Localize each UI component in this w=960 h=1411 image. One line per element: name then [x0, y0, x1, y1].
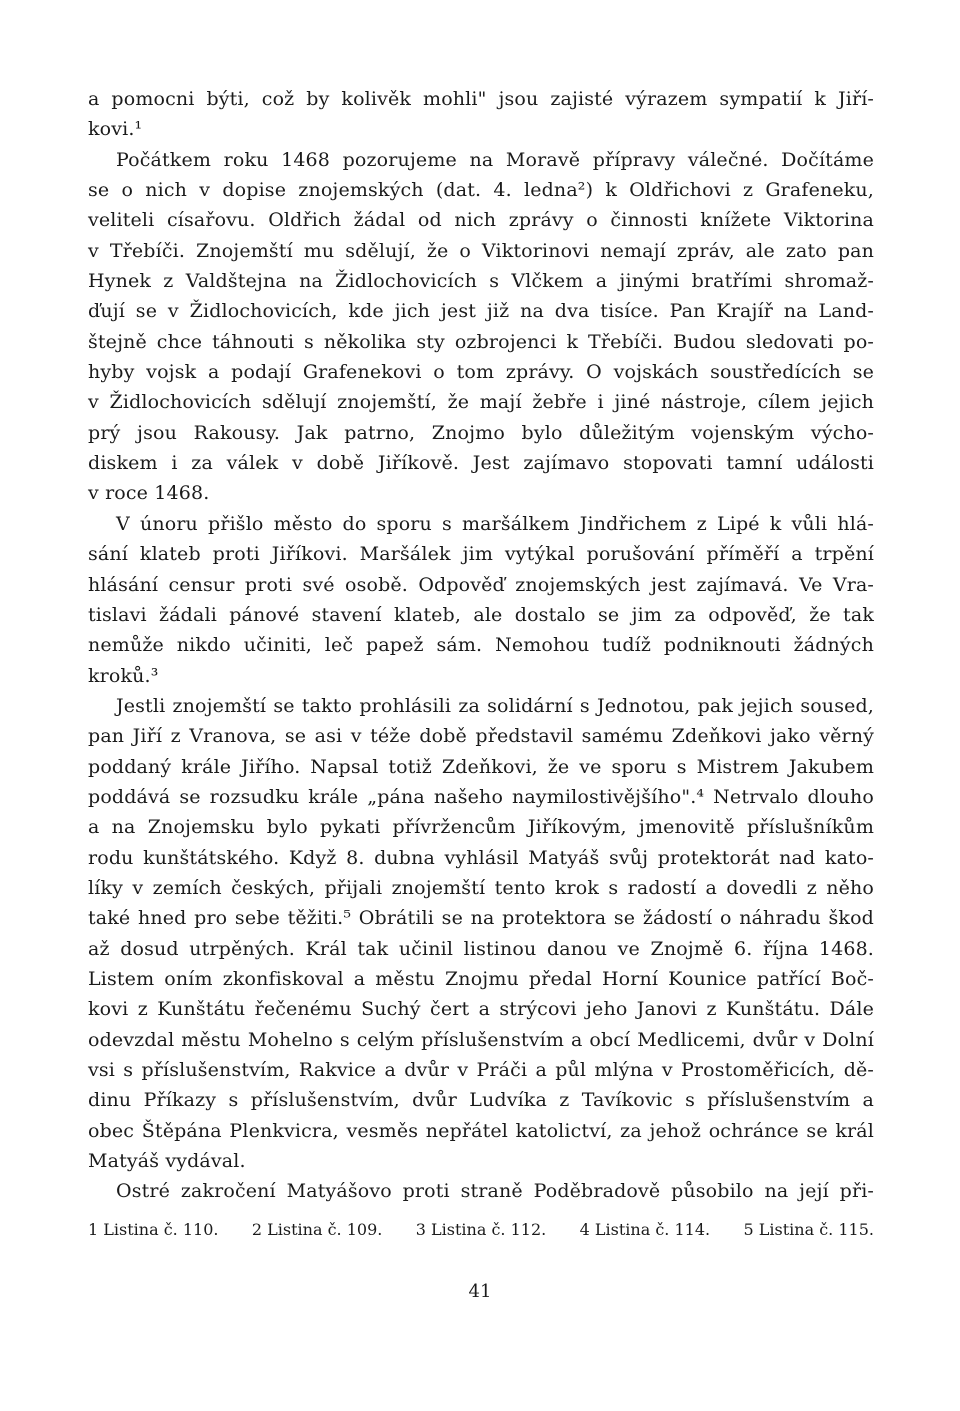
text-line: veliteli císařovu. Oldřich žádal od nich zprávy o činnosti knížete Viktorina [88, 209, 874, 232]
footnote-5: 5 Listina č. 115. [743, 1220, 874, 1239]
paragraph-5 [88, 1176, 874, 1206]
text-line: se o nich v dopise znojemských (dat. 4. ledna²) k Oldřichovi z Grafeneku, [88, 179, 874, 202]
text-line: a pomocni býti, což by kolivěk mohli" jsou zajisté výrazem sympatií k Jiří- [88, 88, 874, 110]
text-line: Listem oním zkonfiskoval a městu Znojmu předal Horní Kounice patřící Boč- [88, 967, 874, 990]
text-line: kroků.³ [88, 664, 159, 687]
paragraph-1 [88, 84, 874, 145]
text-line: Matyáš vydával. [88, 1150, 246, 1173]
paragraph-4 [88, 691, 874, 1177]
footnote-2: 2 Listina č. 109. [251, 1220, 383, 1239]
text-line: hlásání censur proti své osobě. Odpověď znojemských jest zajímavá. Ve Vra- [88, 573, 874, 596]
text-line: Hynek z Valdštejna na Židlochovicích s Vlčkem a jinými bratřími shromaž- [88, 270, 874, 293]
text-line: v roce 1468. [88, 482, 210, 505]
text-line: odevzdal městu Mohelno s celým příslušenstvím a obcí Medlicemi, dvůr v Dolní [88, 1028, 874, 1051]
text-line: poddaný krále Jiřího. Napsal totiž Zdeňkovi, že ve sporu s Mistrem Jakubem [88, 755, 874, 778]
footnotes [88, 1218, 874, 1242]
text-line: hyby vojsk a podají Grafenekovi o tom zprávy. O vojskách soustředících se [88, 361, 874, 384]
text-line: diskem i za válek v době Jiříkově. Jest zajímavo stopovati tamní události [88, 452, 874, 475]
footnote-1: 1 Listina č. 110. [88, 1220, 219, 1239]
body-text [88, 84, 874, 1207]
paragraph-3 [88, 509, 874, 691]
text-line: až dosud utrpěných. Král tak učinil listinou danou ve Znojmě 6. října 1468. [88, 937, 874, 960]
text-line: obec Štěpána Plenkvicra, vesměs nepřátel katolictví, za jehož ochránce se král [88, 1119, 874, 1142]
text-line: Ostré zakročení Matyášovo proti straně Poděbradově působilo na její při- [116, 1180, 874, 1203]
text-line: líky v zemích českých, přijali znojemští tento krok s radostí a dovedli z něho [88, 876, 874, 899]
text-line: nemůže nikdo učiniti, leč papež sám. Nemohou tudíž podniknouti žádných [88, 634, 874, 657]
text-line: kovi z Kunštátu řečenému Suchý čert a strýcovi jeho Janovi z Kunštátu. Dále [88, 998, 874, 1021]
page-number: 41 [468, 1281, 492, 1302]
text-line: také hned pro sebe těžiti.⁵ Obrátili se na protektora se žádostí o náhradu škod [88, 907, 874, 930]
paragraph-2 [88, 145, 874, 509]
text-line: Jestli znojemští se takto prohlásili za solidární s Jednotou, pak jejich soused, [116, 694, 874, 717]
text-line: dinu Příkazy s příslušenstvím, dvůr Ludvíka z Tavíkovic s příslušenstvím a [88, 1089, 874, 1112]
text-line: poddává se rozsudku krále „pána našeho naymilostivějšího".⁴ Netrvalo dlouho [88, 785, 874, 808]
text-line: ďují se v Židlochovicích, kde jich jest již na dva tisíce. Pan Krajíř na Land- [88, 300, 874, 323]
text-line: sání klateb proti Jiříkovi. Maršálek jim vytýkal porušování příměří a trpění [88, 543, 874, 566]
text-line: V únoru přišlo město do sporu s maršálkem Jindřichem z Lipé k vůli hlá- [116, 512, 874, 535]
footnote-4: 4 Listina č. 114. [579, 1220, 711, 1239]
text-line: kovi.¹ [88, 118, 143, 141]
text-line: štejně chce táhnouti s několika sty ozbrojenci k Třebíči. Budou sledovati po- [88, 330, 874, 353]
text-line: tislavi žádali pánové stavení klateb, ale dostalo se jim za odpověď, že tak [88, 603, 874, 626]
text-line: v Třebíči. Znojemští mu sdělují, že o Viktorinovi nemají zpráv, ale zato pan [88, 239, 874, 262]
text-line: v Židlochovicích sdělují znojemští, že mají žebře i jiné nástroje, cílem jejich [88, 391, 874, 414]
text-line: rodu kunštátského. Když 8. dubna vyhlásil Matyáš svůj protektorát nad kato- [88, 846, 874, 869]
text-line: prý jsou Rakousy. Jak patrno, Znojmo bylo důležitým vojenským výcho- [88, 421, 874, 444]
text-line: pan Jiří z Vranova, se asi v téže době představil samému Zdeňkovi jako věrný [88, 725, 874, 748]
footnote-3: 3 Listina č. 112. [415, 1220, 547, 1239]
text-line: Počátkem roku 1468 pozorujeme na Moravě přípravy válečné. Dočítáme [116, 148, 874, 171]
text-line: a na Znojemsku bylo pykati přívržencům Jiříkovým, jmenovitě příslušníkům [88, 816, 874, 839]
text-line: vsi s příslušenstvím, Rakvice a dvůr v Práči a půl mlýna v Prostoměřicích, dě- [88, 1059, 874, 1081]
